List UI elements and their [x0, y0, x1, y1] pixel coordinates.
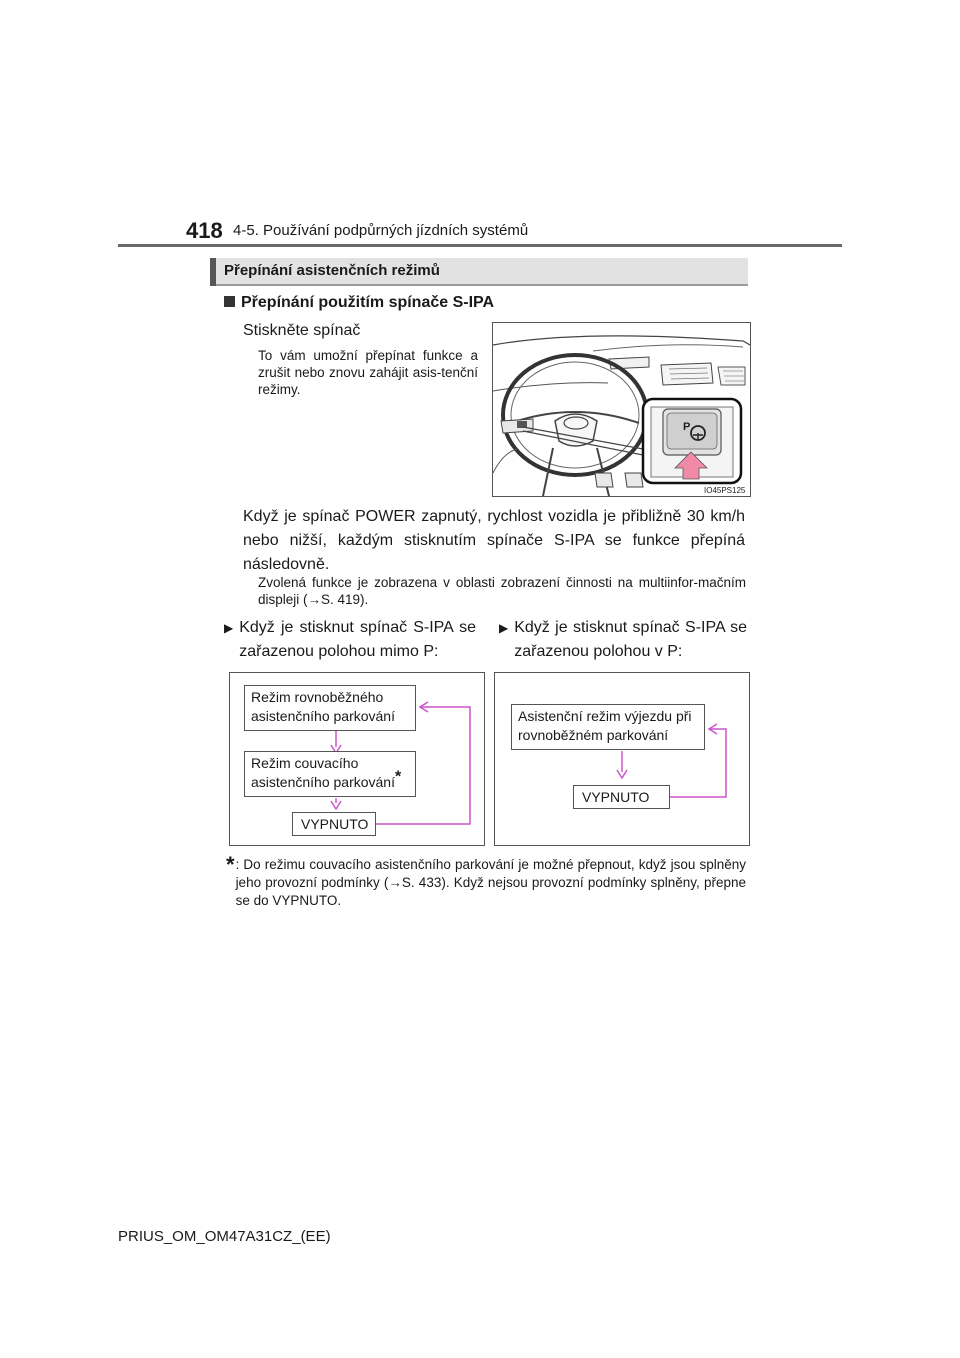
illustration-code: IO45PS125	[704, 486, 746, 495]
diagram-right	[494, 672, 750, 846]
dashboard-illustration	[492, 322, 751, 497]
case-right-heading	[499, 616, 747, 664]
page-number: 418	[186, 218, 223, 243]
dashboard-drawing	[493, 323, 750, 496]
mode-off-label: VYPNUTO	[301, 816, 369, 832]
section-heading-bar	[210, 258, 216, 286]
case-left-text: Když je stisknut spínač S-IPA se zařazenou polohou mimo P:	[239, 619, 476, 660]
switch-letter: P	[683, 421, 691, 433]
mode-box-reverse	[244, 751, 416, 797]
header-rule	[118, 244, 842, 247]
step-label: Stiskněte spínač	[243, 322, 361, 339]
footnote	[226, 852, 746, 910]
mode-box-parallel	[244, 685, 416, 731]
chapter-title: 4-5. Používání podpůrných jízdních systémů	[233, 222, 529, 239]
diagram-right-arrows	[495, 673, 749, 845]
step-note: To vám umožní přepínat funkce a zrušit nebo znovu zahájit asis-tenční režimy.	[258, 348, 478, 397]
mode-reverse-label: Režim couvacího asistenčního parkování	[251, 755, 395, 790]
section-heading-text: Přepínání asistenčních režimů	[224, 262, 440, 279]
display-note: Zvolená funkce je zobrazena v oblasti zobrazení činnosti na multiinfor-mačním displeji (→S. 419).	[258, 575, 746, 607]
footnote-asterisk: *	[226, 852, 235, 877]
body-paragraph: Když je spínač POWER zapnutý, rychlost vozidla je přibližně 30 km/h nebo nižší, každým stisknutím spínače S-IPA se funkce přepíná následovně.	[243, 508, 745, 573]
triangle-bullet-icon: ▶	[499, 621, 509, 635]
mode-box-off-left	[292, 812, 376, 836]
triangle-bullet-icon: ▶	[224, 621, 234, 635]
section-heading	[210, 258, 748, 286]
mode-exit-assist-label: Asistenční režim výjezdu při rovnoběžném parkování	[518, 708, 692, 743]
footnote-text: : Do režimu couvacího asistenčního parkování je možné přepnout, když jsou splněny jeho provozní podmínky (→S. 433). Když nejsou provozní podmínky splněny, přepne se do VYPNUTO.	[235, 857, 746, 908]
mode-off-label-right: VYPNUTO	[582, 789, 650, 805]
subsection-heading	[224, 294, 494, 312]
subsection-heading-text: Přepínání použitím spínače S-IPA	[241, 294, 495, 311]
case-left-heading	[224, 616, 476, 664]
mode-parallel-label: Režim rovnoběžného asistenčního parkování	[251, 689, 395, 724]
square-bullet-icon	[224, 296, 235, 307]
diagram-left	[229, 672, 485, 846]
case-right-text: Když je stisknut spínač S-IPA se zařazenou polohou v P:	[514, 619, 747, 660]
footnote-marker: *	[394, 768, 402, 786]
document-code: PRIUS_OM_OM47A31CZ_(EE)	[118, 1228, 331, 1245]
mode-box-exit-assist	[511, 704, 705, 750]
mode-box-off-right	[573, 785, 670, 809]
